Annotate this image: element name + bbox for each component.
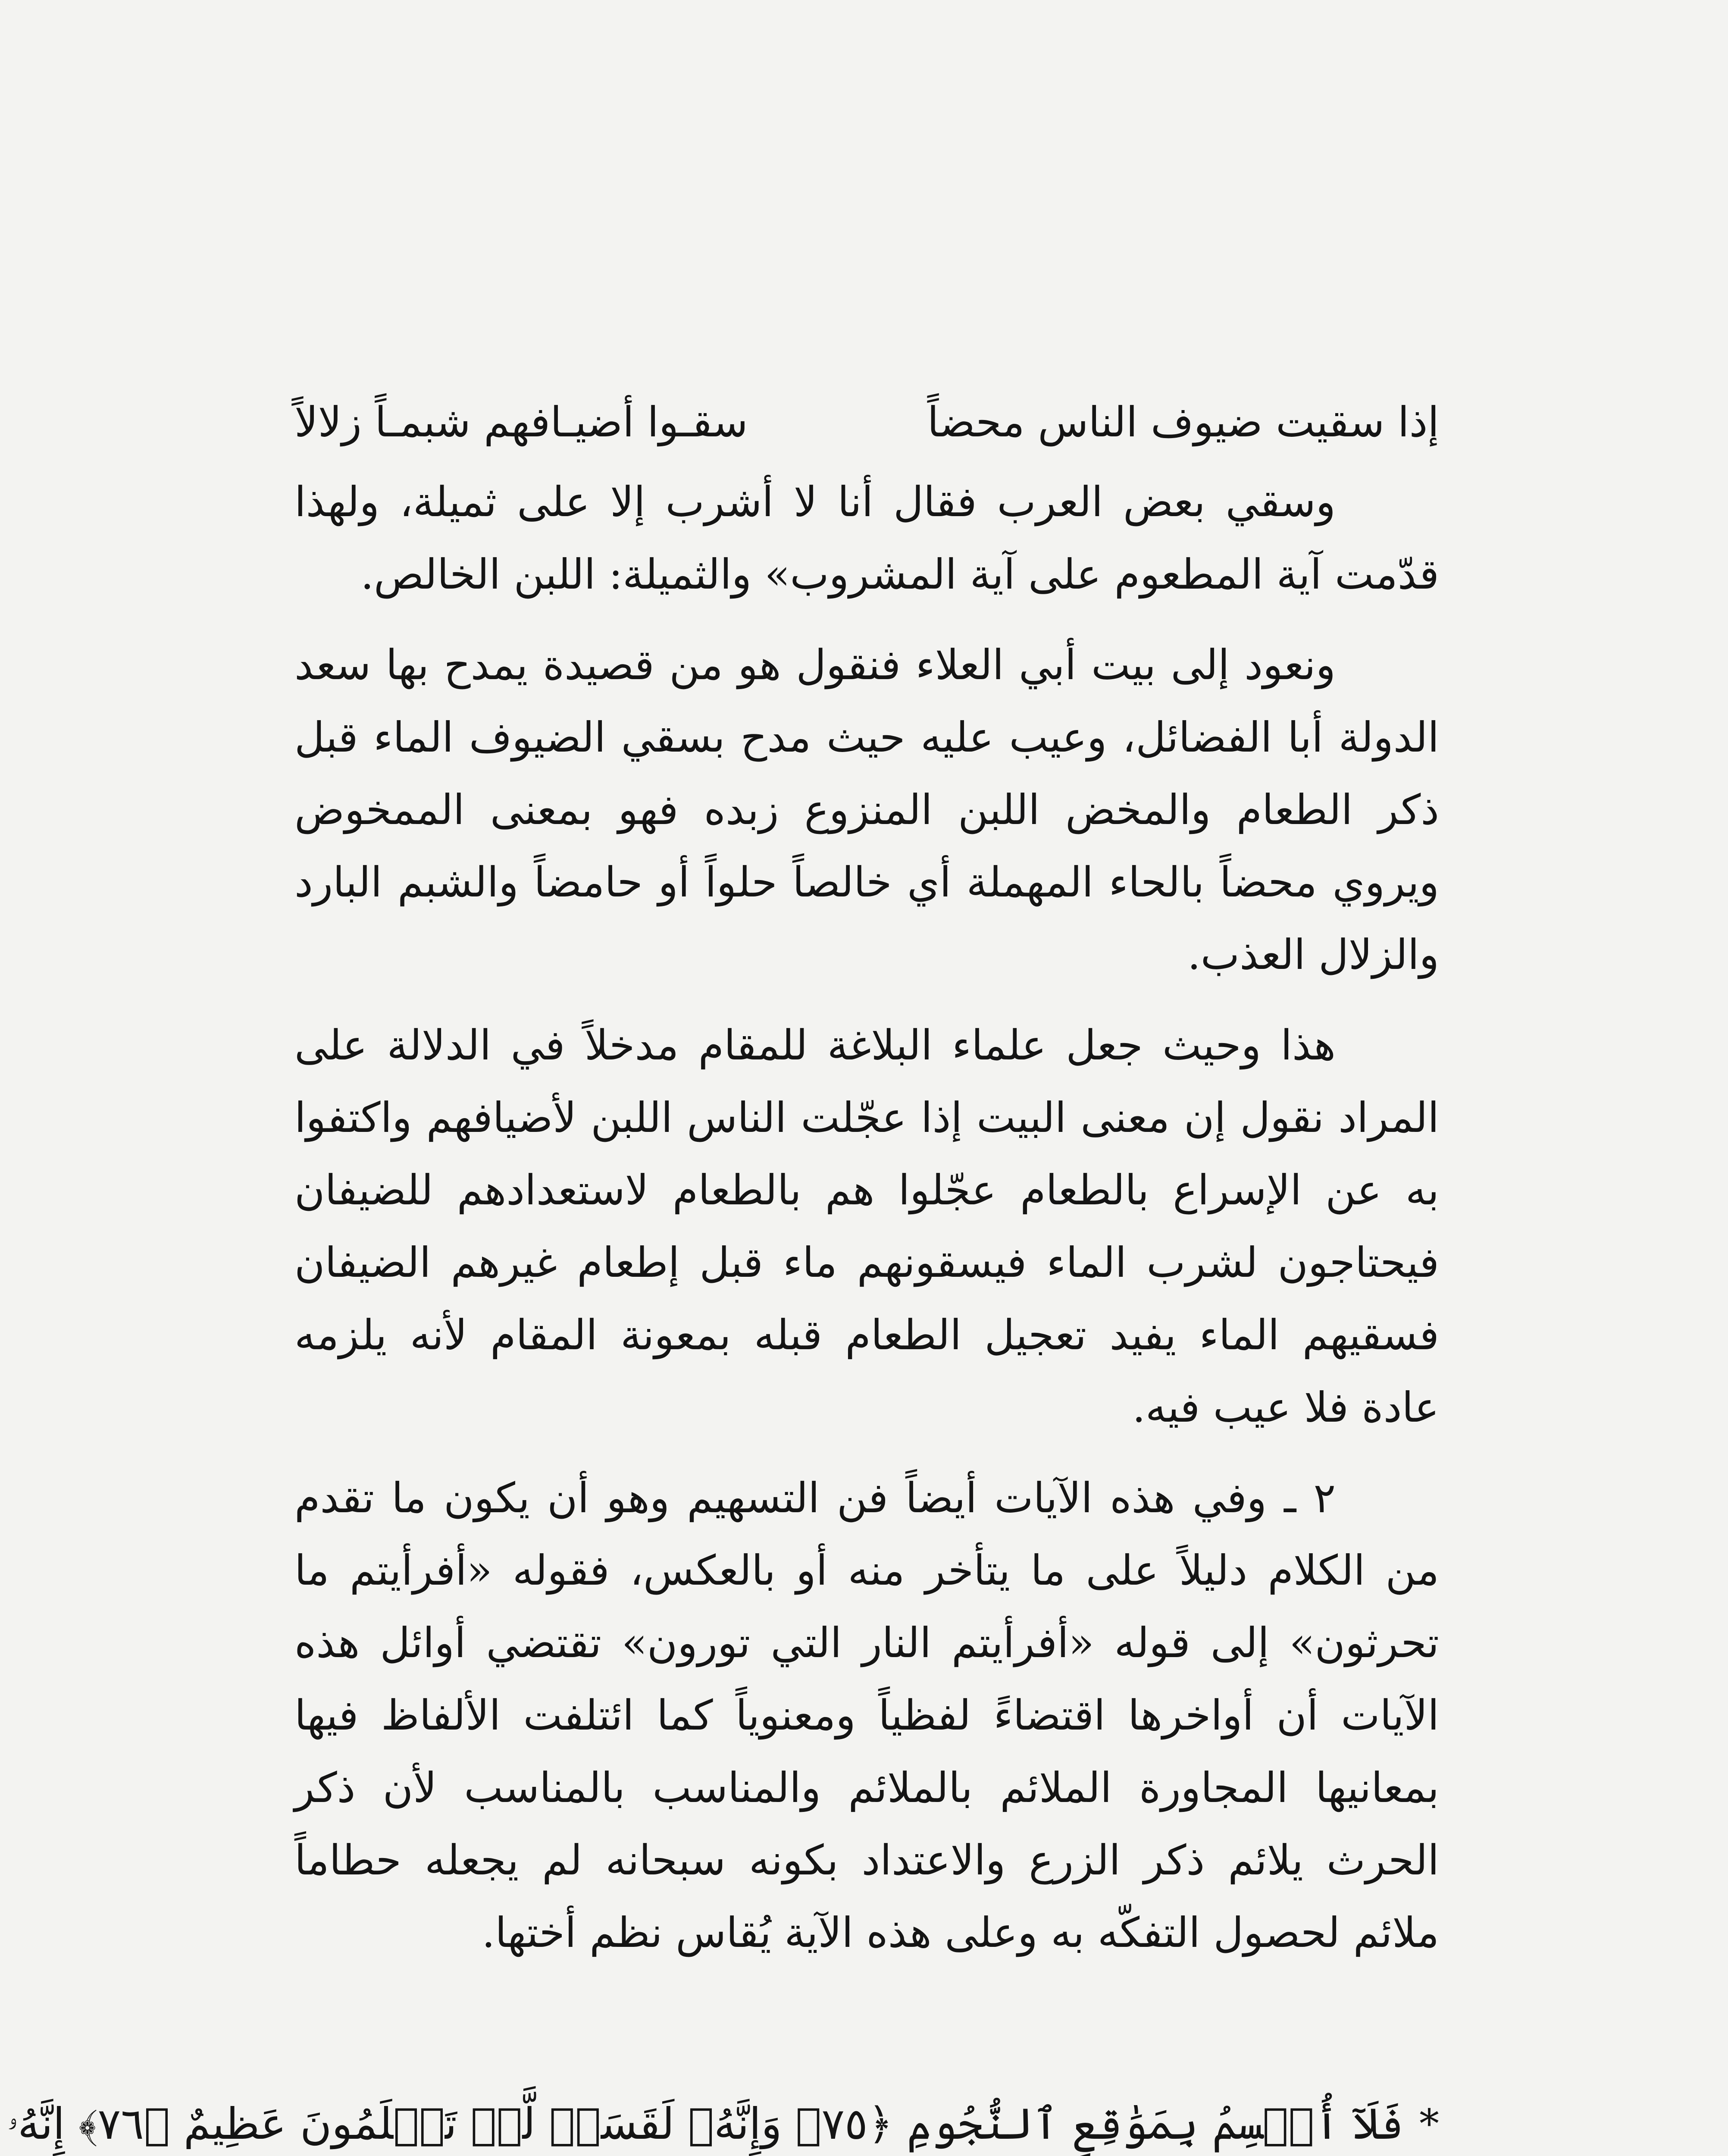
paragraph-1: وسقي بعض العرب فقال أنا لا أشرب إلا على ثميلة، ولهذا قدّمت آية المطعوم على آية المشروب» والثميلة: اللبن الخالص. [294, 478, 1439, 599]
quran-footnote [7, 2088, 1439, 2156]
verse-second-hemistich: سقـوا أضيـافهم شبمـاً زلالاً [294, 398, 748, 446]
paragraph-4: ٢ ـ وفي هذه الآيات أيضاً فن التسهيم وهو أن يكون ما تقدم من الكلام دليلاً على ما يتأخر منه أو بالعكس، فقوله «أفرأيتم ما تحرثون» إلى قوله «أفرأيتم النار التي تورون» تقتضي أوائل هذه الآيات أن أواخرها اقتضاءً لفظياً ومعنوياً كما ائتلفت الألفاظ فيها بمعانيها المجاورة الملائم بالملائم والمناسب بالمناسب لأن ذكر الحرث يلائم ذكر الزرع والاعتداد بكونه سبحانه لم يجعله حطاماً ملائم لحصول التفكّه به وعلى هذه الآية يُقاس نظم أختها. [294, 1474, 1439, 1957]
paragraph-3: هذا وحيث جعل علماء البلاغة للمقام مدخلاً في الدلالة على المراد نقول إن معنى البيت إذا عجّلت الناس اللبن لأضيافهم واكتفوا به عن الإسراع بالطعام عجّلوا هم بالطعام لاستعدادهم للضيفان فيحتاجون لشرب الماء فيسقونهم ماء قبل إطعام غيرهم الضيفان فسقيهم الماء يفيد تعجيل الطعام قبله بمعونة المقام لأنه يلزمه عادة فلا عيب فيه. [294, 1021, 1440, 1432]
verse-first-hemistich: إذا سقيت ضيوف الناس محضاً [927, 398, 1439, 446]
footnote-text: فَلَآ أُقۡسِمُ بِمَوَٰقِعِ ٱلنُّجُومِ ﴿٧٥﴾ وَإِنَّهُۥ لَقَسَمٞ لَّوۡ تَعۡلَمُونَ عَظِيمٌ ﴿٧٦﴾ إِنَّهُۥ [7, 2099, 1404, 2149]
footnote-marker: * [1419, 2101, 1439, 2147]
main-text [294, 466, 1439, 1969]
poetry-verse [294, 386, 1439, 458]
paragraph-2: ونعود إلى بيت أبي العلاء فنقول هو من قصيدة يمدح بها سعد الدولة أبا الفضائل، وعيب عليه حيث مدح بسقي الضيوف الماء قبل ذكر الطعام والمخض اللبن المنزوع زبده فهو بمعنى الممخوض ويروي محضاً بالحاء المهملة أي خالصاً حلواً أو حامضاً والشبم البارد والزلال العذب. [294, 641, 1440, 979]
